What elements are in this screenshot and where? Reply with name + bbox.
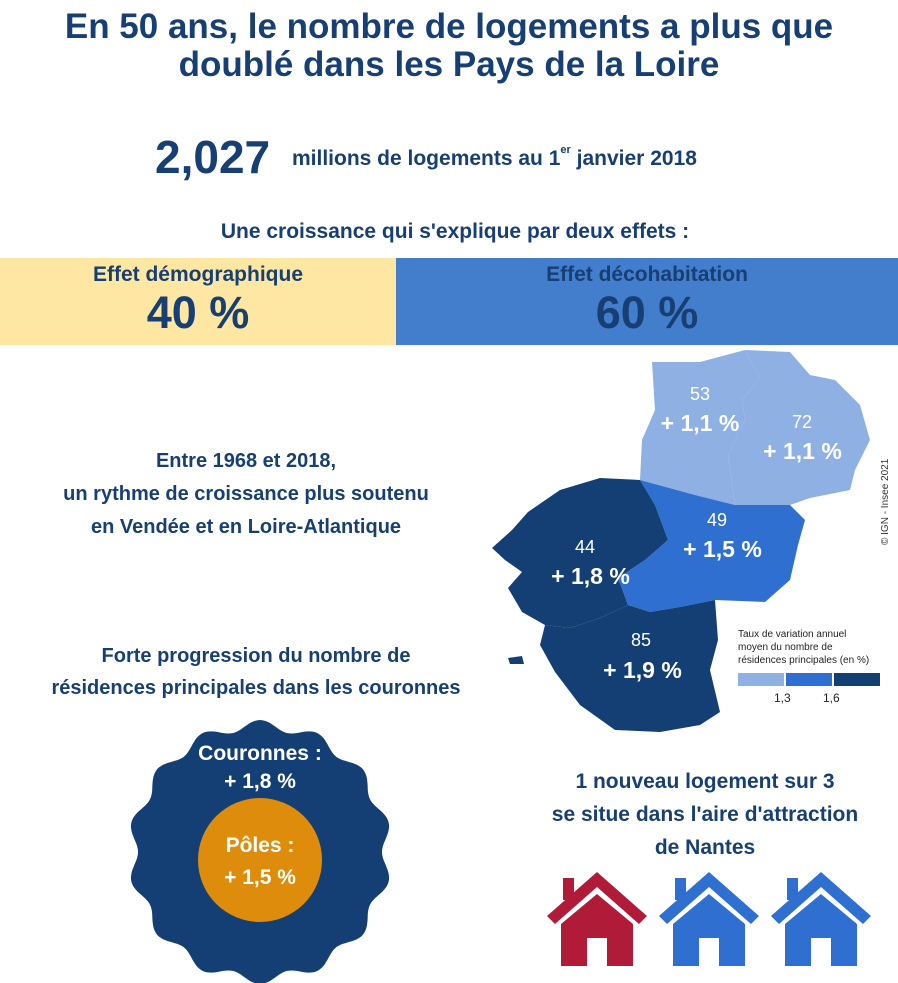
map-copyright: © IGN - Insee 2021 [880,458,891,545]
legend-swatch-high [834,673,880,686]
crowns-label: Couronnes : [198,742,322,765]
legend-title-line-3: résidences principales (en %) [738,655,870,666]
department-49-rate: + 1,5 % [683,536,762,562]
progress-text [0,640,512,704]
crowns-text [160,740,360,796]
department-72-rate: + 1,1 % [763,438,842,464]
nantes-line-3: de Nantes [654,836,756,859]
caption-before: millions de logements au 1 [292,147,561,170]
house-icon [771,872,871,966]
houses-row [545,868,895,968]
poles-value: + 1,5 % [224,866,296,889]
department-53-code: 53 [689,384,711,404]
nantes-line-1: 1 nouveau logement sur 3 [575,770,835,793]
growth-line-3: en Vendée et en Loire-Atlantique [90,516,402,538]
growth-line-2: un rythme de croissance plus soutenu [63,483,429,505]
department-44-code: 44 [574,537,596,557]
department-85-code: 85 [630,630,652,650]
title-line-1: En 50 ans, le nombre de logements a plus que [64,7,834,46]
housing-count-value: 2,027 [155,131,271,183]
house-icon [659,872,759,966]
caption-after: janvier 2018 [570,147,697,170]
legend-swatch-low [738,673,784,686]
poles-text [200,830,320,894]
effect-demographic-label: Effet démographique [92,263,303,286]
legend-tick-1: 1,3 [774,691,791,705]
legend-title [738,628,898,667]
effect-demographic-value: 40 % [146,287,250,338]
crowns-value: + 1,8 % [224,770,296,793]
growth-line-1: Entre 1968 et 2018, [155,450,337,472]
house-icon [547,872,647,966]
effect-decohabitation-value: 60 % [595,287,699,338]
nantes-line-2: se situe dans l'aire d'attraction [551,803,859,826]
department-44-rate: + 1,8 % [551,563,630,589]
legend-title-line-2: moyen du nombre de [738,642,833,653]
effects-intro: Une croissance qui s'explique par deux effets : [220,220,690,243]
progress-line-1: Forte progression du nombre de [101,645,411,667]
department-72-code: 72 [791,412,813,432]
department-53-rate: + 1,1 % [660,410,740,436]
effect-decohabitation-label: Effet décohabitation [546,263,748,286]
progress-line-2: résidences principales dans les couronnes [51,677,461,699]
nantes-text [520,765,890,864]
department-85-rate: + 1,9 % [603,657,682,683]
title-line-2: doublé dans les Pays de la Loire [178,45,720,84]
department-49-code: 49 [706,510,728,530]
caption-sup: er [560,144,571,156]
legend-title-line-1: Taux de variation annuel [738,629,847,640]
legend-tick-2: 1,6 [823,691,840,705]
poles-label: Pôles : [225,834,295,857]
legend-swatch-mid [786,673,832,686]
